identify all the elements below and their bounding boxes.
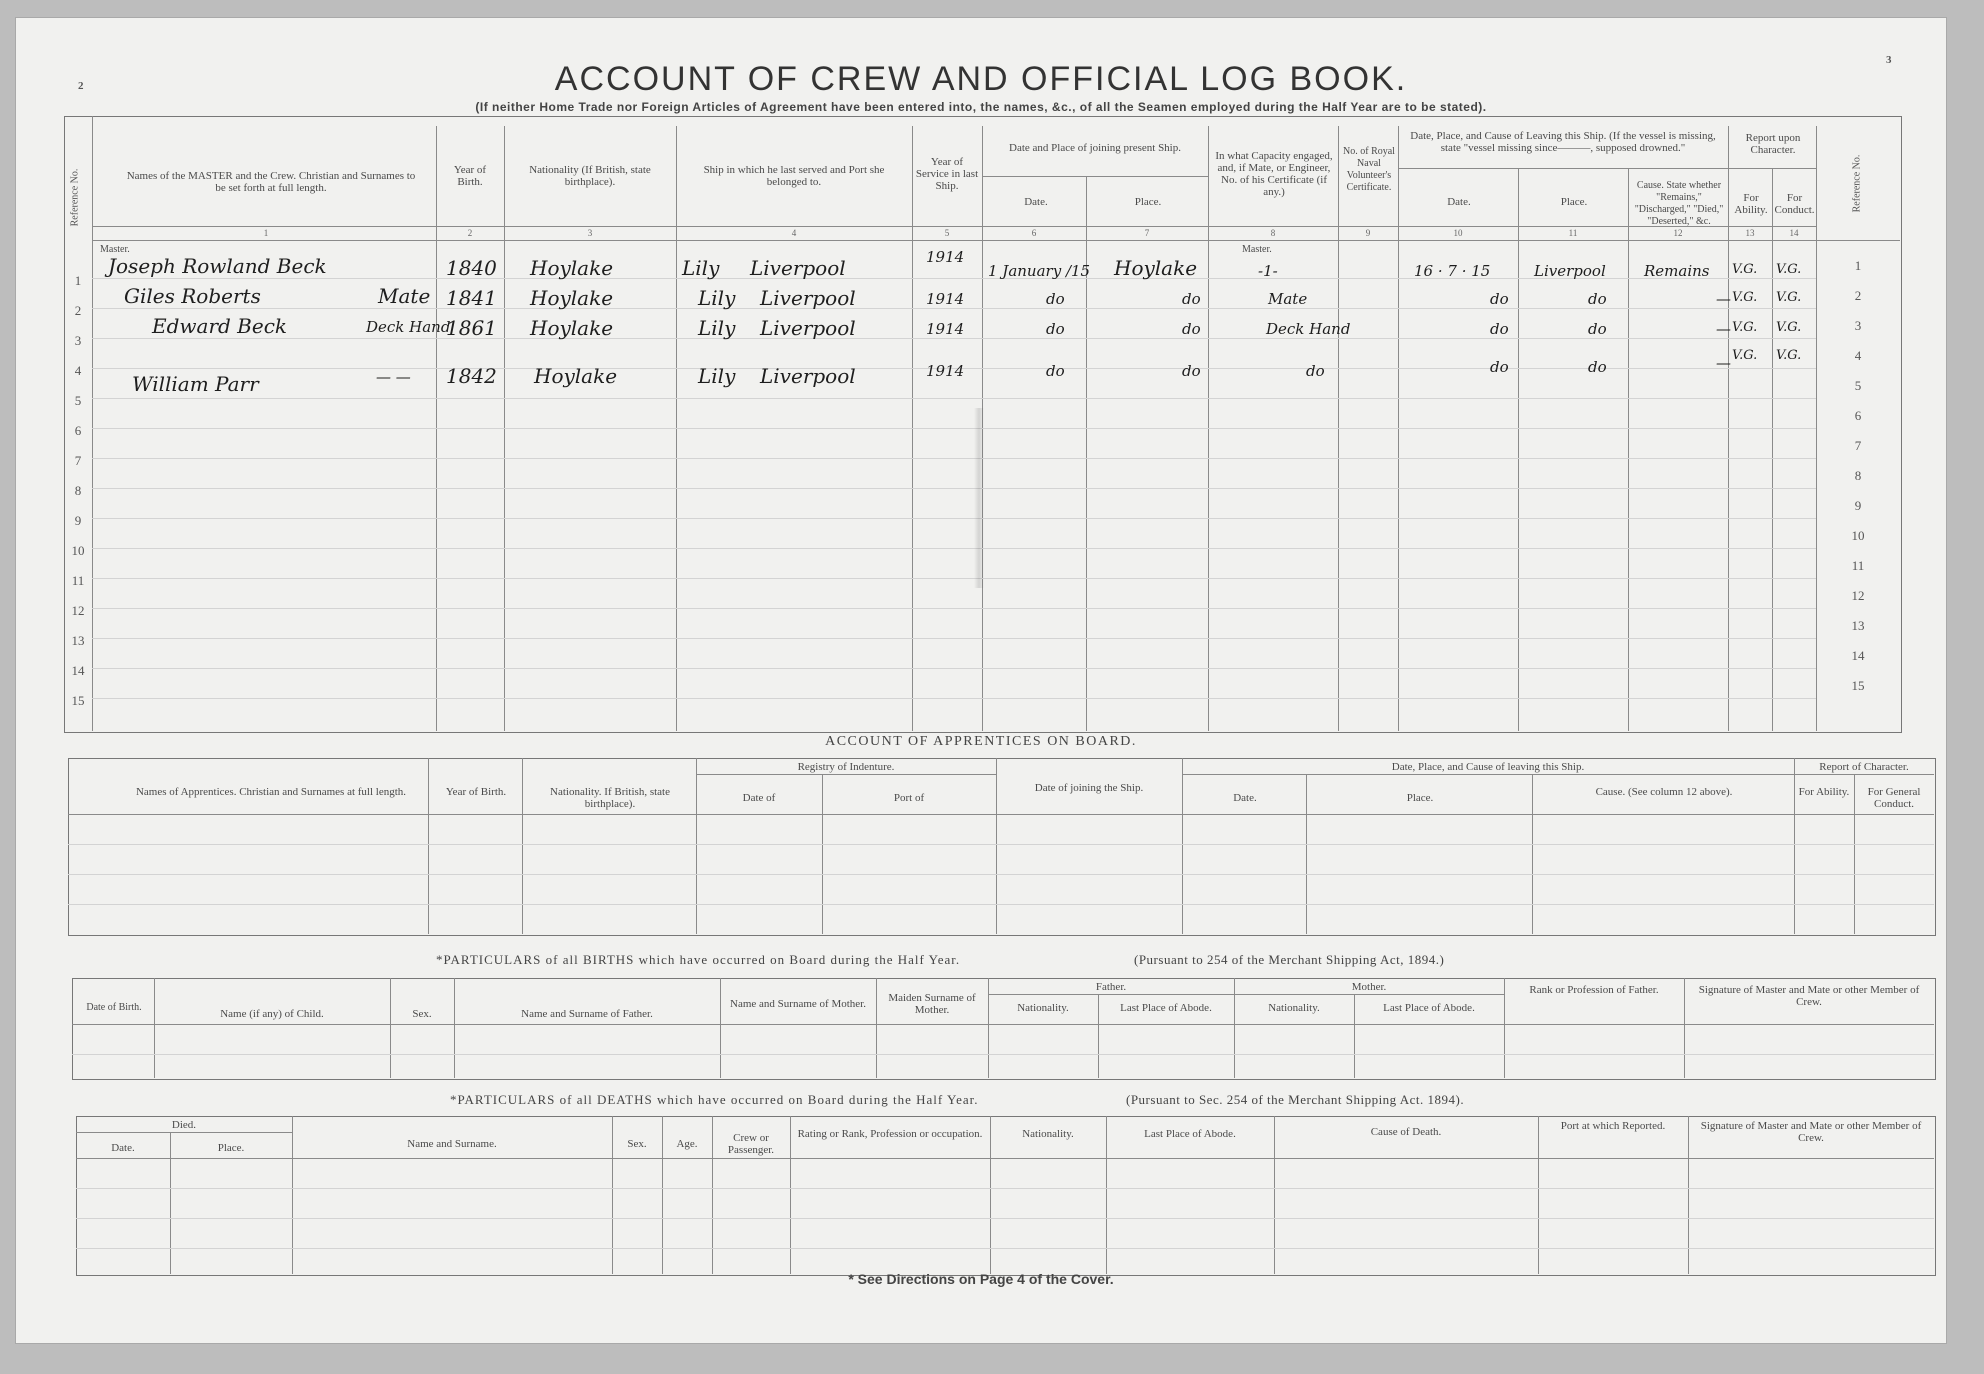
row-number-right: 3: [1854, 318, 1862, 333]
header-capacity: In what Capacity engaged, and, if Mate, or Engineer, No. of his Certificate (if any.): [1215, 150, 1333, 198]
header-rnv: No. of Royal Naval Volunteer's Certificate.: [1343, 146, 1395, 193]
crew-year: 1861: [446, 316, 497, 340]
apprentice-report-header: Report of Character.: [1819, 761, 1909, 773]
crew-port: Liverpool: [760, 286, 856, 310]
col-number: 4: [791, 228, 797, 238]
row-number-right: 1: [1854, 258, 1862, 273]
row-number-right: 6: [1854, 408, 1862, 423]
crew-capacity: Mate: [1268, 290, 1308, 308]
crew-service-year: 1914: [926, 248, 965, 266]
apprentice-place-header: Place.: [1406, 792, 1434, 804]
crew-name: Edward Beck: [152, 314, 288, 338]
crew-cause: —: [1716, 320, 1731, 338]
master-label: Master.: [1242, 244, 1272, 255]
row-number-right: 11: [1851, 558, 1865, 573]
header-report: Report upon Character.: [1745, 132, 1801, 156]
crew-service-year: 1914: [926, 290, 965, 308]
death-signature-header: Signature of Master and Mate or other Member of Crew.: [1700, 1120, 1922, 1144]
col-number: 13: [1745, 228, 1755, 238]
left-page-number: 2: [78, 80, 84, 92]
crew-nationality: Hoylake: [534, 364, 618, 388]
births-title: *PARTICULARS of all BIRTHS which have occurred on Board during the Half Year.: [436, 952, 961, 967]
crew-leave-place: do: [1588, 290, 1607, 308]
crew-cause: Remains: [1644, 262, 1710, 280]
crew-leave-date: do: [1490, 290, 1509, 308]
header-leaving-date: Date.: [1447, 196, 1471, 208]
crew-join-date: do: [1046, 362, 1065, 380]
crew-conduct: V.G.: [1776, 348, 1802, 363]
apprentices-title: ACCOUNT OF APPRENTICES ON BOARD.: [825, 734, 1137, 749]
crew-ship: Lily: [698, 316, 736, 340]
master-label: Master.: [100, 244, 130, 255]
death-nationality-header: Nationality.: [1022, 1128, 1074, 1140]
header-conduct: For Conduct.: [1774, 192, 1815, 216]
mother-nationality-header: Nationality.: [1268, 1002, 1320, 1014]
crew-year: 1842: [446, 364, 497, 388]
crew-conduct: V.G.: [1776, 290, 1802, 305]
row-number-left: 3: [74, 333, 82, 348]
col-number: 7: [1144, 228, 1150, 238]
crew-leave-place: do: [1588, 358, 1607, 376]
crew-leave-date: do: [1490, 358, 1509, 376]
crew-conduct: V.G.: [1776, 262, 1802, 277]
col-number: 1: [263, 228, 269, 238]
header-year-service: Year of Service in last Ship.: [915, 156, 979, 192]
row-number-left: 4: [74, 363, 82, 378]
crew-nationality: Hoylake: [530, 316, 614, 340]
father-name-header: Name and Surname of Father.: [521, 1008, 653, 1020]
row-number-right: 4: [1854, 348, 1862, 363]
death-age-header: Age.: [676, 1138, 698, 1150]
crew-cause: —: [1716, 290, 1731, 308]
crew-ability: V.G.: [1732, 348, 1758, 363]
crew-role: Deck Hand: [366, 318, 451, 336]
row-number-left: 5: [74, 393, 82, 408]
row-number-right: 12: [1851, 588, 1865, 603]
row-number-right: 8: [1854, 468, 1862, 483]
death-abode-header: Last Place of Abode.: [1144, 1128, 1236, 1140]
row-number-left: 11: [71, 573, 85, 588]
footer-note: * See Directions on Page 4 of the Cover.: [848, 1271, 1114, 1287]
binding-fold: [974, 408, 984, 588]
row-number-left: 6: [74, 423, 82, 438]
death-sex-header: Sex.: [627, 1138, 647, 1150]
death-date-header: Date.: [111, 1142, 135, 1154]
header-last-ship: Ship in which he last served and Port she belonged to.: [703, 164, 885, 188]
row-number-right: 14: [1851, 648, 1865, 663]
row-number-left: 7: [74, 453, 82, 468]
header-ability: For Ability.: [1734, 192, 1768, 216]
crew-join-place: Hoylake: [1114, 256, 1198, 280]
col-number: 14: [1789, 228, 1799, 238]
crew-ability: V.G.: [1732, 262, 1758, 277]
apprentice-names-header: Names of Apprentices. Christian and Surnames at full length.: [135, 786, 407, 798]
crew-capacity: -1-: [1258, 262, 1278, 280]
crew-port: Liverpool: [760, 364, 856, 388]
ref-header-left: Reference No.: [69, 168, 81, 227]
births-act: (Pursuant to 254 of the Merchant Shipping Act, 1894.): [1134, 952, 1445, 967]
row-number-left: 13: [71, 633, 85, 648]
crew-ship: Lily: [698, 286, 736, 310]
birth-sex-header: Sex.: [412, 1008, 432, 1020]
header-leaving: Date, Place, and Cause of Leaving this Ship. (If the vessel is missing, state "vessel missing since———, supposed drowned.": [1410, 130, 1716, 154]
crew-name: Giles Roberts: [124, 284, 261, 308]
crew-join-place: do: [1182, 320, 1201, 338]
crew-leave-date: do: [1490, 320, 1509, 338]
crew-join-date: do: [1046, 290, 1065, 308]
crew-capacity: do: [1306, 362, 1325, 380]
row-number-right: 10: [1851, 528, 1865, 543]
col-number: 9: [1365, 228, 1371, 238]
apprentice-cause-header: Cause. (See column 12 above).: [1595, 786, 1733, 798]
row-number-left: 9: [74, 513, 82, 528]
deaths-act: (Pursuant to Sec. 254 of the Merchant Shipping Act. 1894).: [1126, 1092, 1465, 1107]
col-number: 5: [944, 228, 950, 238]
apprentice-date-header: Date.: [1233, 792, 1257, 804]
ref-header-right: Reference No.: [1851, 154, 1863, 213]
crew-leave-place: Liverpool: [1534, 262, 1606, 280]
crew-ability: V.G.: [1732, 320, 1758, 335]
row-number-left: 8: [74, 483, 82, 498]
died-header: Died.: [171, 1119, 197, 1131]
apprentice-conduct-header: For General Conduct.: [1867, 786, 1921, 810]
child-name-header: Name (if any) of Child.: [220, 1008, 324, 1020]
row-number-right: 13: [1851, 618, 1865, 633]
death-port-header: Port at which Reported.: [1560, 1120, 1666, 1132]
port-of-header: Port of: [893, 792, 925, 804]
birth-signature-header: Signature of Master and Mate or other Member of Crew.: [1698, 984, 1920, 1008]
death-place-header: Place.: [217, 1142, 245, 1154]
crew-name: William Parr: [132, 372, 259, 396]
row-number-right: 15: [1851, 678, 1865, 693]
crew-port: Liverpool: [750, 256, 846, 280]
header-joining-place: Place.: [1134, 196, 1162, 208]
col-number: 10: [1453, 228, 1463, 238]
maiden-header: Maiden Surname of Mother.: [888, 992, 976, 1016]
crew-join-place: do: [1182, 290, 1201, 308]
row-number-left: 1: [74, 273, 82, 288]
mother-group-header: Mother.: [1351, 981, 1387, 993]
father-rank-header: Rank or Profession of Father.: [1529, 984, 1659, 996]
father-group-header: Father.: [1095, 981, 1127, 993]
crew-capacity: Deck Hand: [1266, 320, 1351, 338]
crew-ship: Lily: [682, 256, 720, 280]
crew-join-date: do: [1046, 320, 1065, 338]
header-nationality: Nationality (If British, state birthplace).: [529, 164, 651, 188]
mother-name-header: Name and Surname of Mother.: [730, 998, 866, 1010]
apprentice-joining-header: Date of joining the Ship.: [1034, 782, 1144, 794]
crew-conduct: V.G.: [1776, 320, 1802, 335]
crew-ability: V.G.: [1732, 290, 1758, 305]
crew-nationality: Hoylake: [530, 256, 614, 280]
row-number-right: 9: [1854, 498, 1862, 513]
crew-passenger-header: Crew or Passenger.: [727, 1132, 775, 1156]
crew-role: Mate: [378, 284, 431, 308]
col-number: 6: [1031, 228, 1037, 238]
crew-cause: —: [1716, 354, 1731, 372]
row-number-left: 14: [71, 663, 85, 678]
col-number: 2: [467, 228, 473, 238]
death-rating-header: Rating or Rank, Profession or occupation.: [797, 1128, 983, 1140]
father-abode-header: Last Place of Abode.: [1120, 1002, 1212, 1014]
crew-join-date: 1 January /15: [988, 262, 1091, 280]
birth-date-header: Date of Birth.: [86, 1002, 142, 1013]
crew-name: Joseph Rowland Beck: [108, 254, 327, 278]
header-leaving-place: Place.: [1560, 196, 1588, 208]
deaths-title: *PARTICULARS of all DEATHS which have occurred on Board during the Half Year.: [450, 1092, 979, 1107]
apprentice-ability-header: For Ability.: [1798, 786, 1850, 798]
crew-leave-place: do: [1588, 320, 1607, 338]
row-number-right: 2: [1854, 288, 1862, 303]
col-number: 3: [587, 228, 593, 238]
col-number: 8: [1270, 228, 1276, 238]
crew-join-place: do: [1182, 362, 1201, 380]
row-number-left: 2: [74, 303, 82, 318]
crew-nationality: Hoylake: [530, 286, 614, 310]
crew-service-year: 1914: [926, 320, 965, 338]
crew-port: Liverpool: [760, 316, 856, 340]
header-cause: Cause. State whether "Remains," "Discharged," "Died," "Deserted," &c.: [1634, 180, 1724, 227]
father-nationality-header: Nationality.: [1017, 1002, 1069, 1014]
apprentice-nationality-header: Nationality. If British, state birthplace).: [550, 786, 670, 810]
row-number-left: 10: [71, 543, 85, 558]
col-number: 12: [1673, 228, 1683, 238]
crew-service-year: 1914: [926, 362, 965, 380]
right-page-number: 3: [1886, 54, 1892, 66]
registry-header: Registry of Indenture.: [797, 761, 895, 773]
apprentice-year-header: Year of Birth.: [445, 786, 507, 798]
row-number-left: 12: [71, 603, 85, 618]
apprentice-leaving-header: Date, Place, and Cause of leaving this Ship.: [1391, 761, 1585, 773]
row-number-left: 15: [71, 693, 85, 708]
date-of-header: Date of: [742, 792, 776, 804]
col-number: 11: [1568, 228, 1578, 238]
crew-ship: Lily: [698, 364, 736, 388]
page-title: ACCOUNT OF CREW AND OFFICIAL LOG BOOK.: [554, 60, 1408, 98]
log-book-page: [16, 18, 1946, 1343]
page-subtitle: (If neither Home Trade nor Foreign Articles of Agreement have been entered into, the names, &c., of all the Seamen employed during the Half Year are to be stated).: [475, 100, 1487, 114]
crew-role: — —: [376, 368, 411, 386]
crew-year: 1840: [446, 256, 497, 280]
crew-leave-date: 16 · 7 · 15: [1414, 262, 1491, 280]
mother-abode-header: Last Place of Abode.: [1383, 1002, 1475, 1014]
crew-year: 1841: [446, 286, 497, 310]
row-number-right: 5: [1854, 378, 1862, 393]
header-year-birth: Year of Birth.: [453, 164, 487, 188]
death-cause-header: Cause of Death.: [1370, 1126, 1442, 1138]
header-joining-date: Date.: [1024, 196, 1048, 208]
header-names: Names of the MASTER and the Crew. Christian and Surnames to be set forth at full length.: [126, 170, 416, 194]
row-number-right: 7: [1854, 438, 1862, 453]
death-name-header: Name and Surname.: [407, 1138, 497, 1150]
header-joining: Date and Place of joining present Ship.: [1009, 142, 1181, 154]
